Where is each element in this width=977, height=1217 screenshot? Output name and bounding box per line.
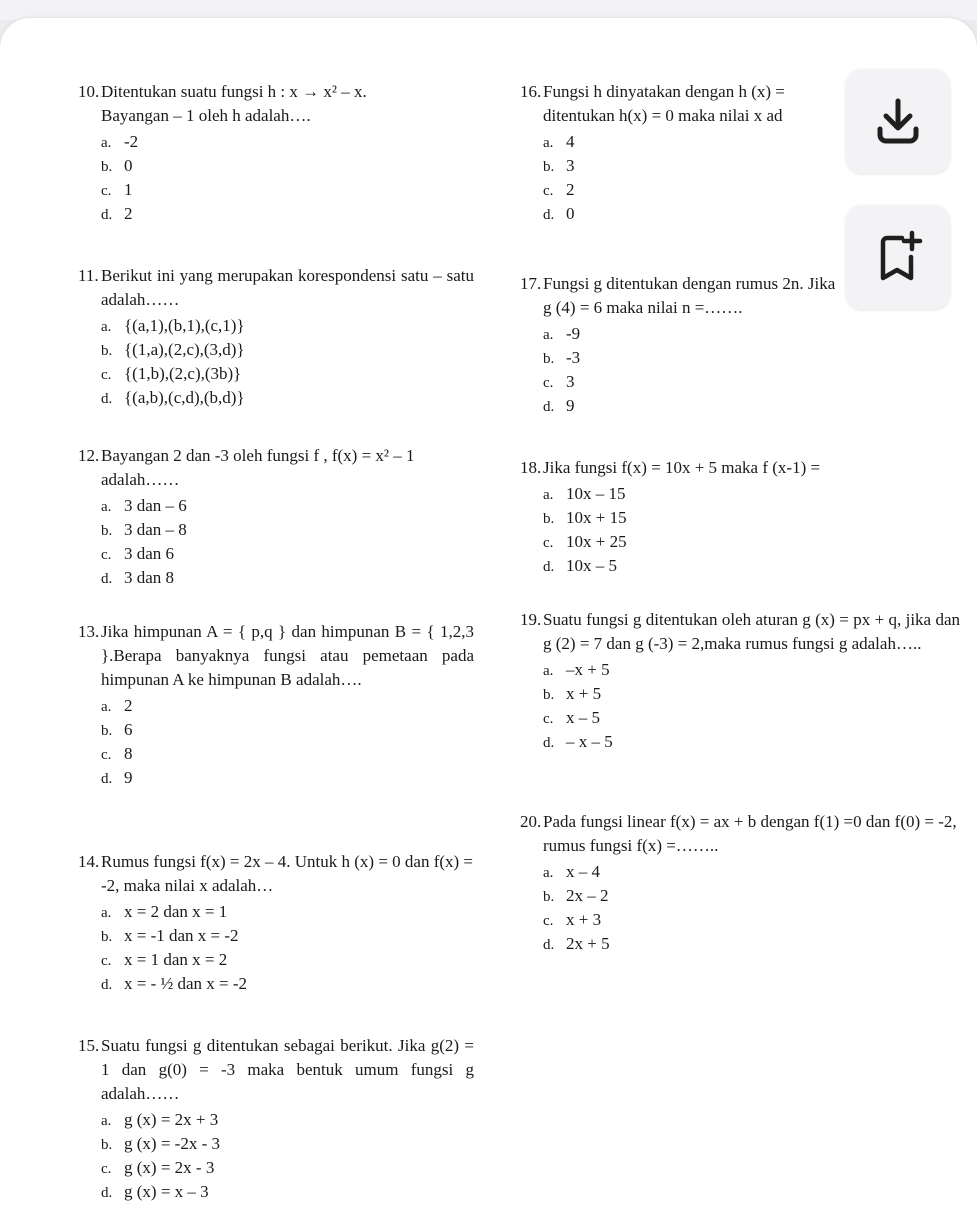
option-text: 3 xyxy=(566,372,575,391)
option xyxy=(101,154,474,178)
option-letter: b. xyxy=(543,159,555,175)
option-text: 3 dan 6 xyxy=(124,544,175,563)
option xyxy=(543,908,960,932)
option-letter: b. xyxy=(101,1137,113,1153)
option-list xyxy=(101,1108,474,1204)
option-text: x + 3 xyxy=(566,910,602,929)
option-text: 8 xyxy=(124,744,133,763)
download-icon xyxy=(872,95,924,147)
option xyxy=(101,566,474,590)
question-stem xyxy=(78,444,474,492)
option-text: x – 5 xyxy=(566,708,600,727)
option-text: 2x + 5 xyxy=(566,934,610,953)
option-letter: c. xyxy=(101,367,112,383)
option-text: -3 xyxy=(566,348,581,367)
option-text: x = 1 dan x = 2 xyxy=(124,950,228,969)
option xyxy=(101,972,474,996)
question-number: 16. xyxy=(520,82,542,101)
question-number: 19. xyxy=(520,610,542,629)
option xyxy=(101,1132,474,1156)
option xyxy=(101,694,474,718)
option-text: {(a,b),(c,d),(b,d)} xyxy=(124,388,245,407)
option-letter: a. xyxy=(543,135,554,151)
option xyxy=(101,362,474,386)
option-text: 0 xyxy=(124,156,133,175)
download-button[interactable] xyxy=(846,69,950,173)
option-list xyxy=(543,322,960,418)
question-number: 10. xyxy=(78,82,100,101)
option xyxy=(543,530,960,554)
option-text: 10x – 15 xyxy=(566,484,626,503)
option xyxy=(101,900,474,924)
question-19 xyxy=(520,608,960,754)
option-text: – x – 5 xyxy=(566,732,613,751)
option-text: 3 xyxy=(566,156,575,175)
option xyxy=(101,542,474,566)
option xyxy=(101,518,474,542)
option-letter: a. xyxy=(101,319,112,335)
option-text: x = - ½ dan x = -2 xyxy=(124,974,248,993)
option xyxy=(101,314,474,338)
option-letter: c. xyxy=(543,913,554,929)
option xyxy=(101,1108,474,1132)
question-text: Suatu fungsi g ditentukan sebagai berikut. Jika g(2) = 1 dan g(0) = -3 maka bentuk umum fungsi g adalah…… xyxy=(101,1036,474,1103)
question-text: Fungsi h dinyatakan dengan h (x) = ditentukan h(x) = 0 maka nilai x ad xyxy=(543,82,785,125)
option-letter: b. xyxy=(543,889,555,905)
question-number: 14. xyxy=(78,852,100,871)
option-letter: a. xyxy=(101,699,112,715)
question-number: 15. xyxy=(78,1036,100,1055)
option-list xyxy=(101,314,474,410)
option-letter: d. xyxy=(543,207,555,223)
question-stem xyxy=(78,264,474,312)
option-letter: d. xyxy=(543,399,555,415)
option-letter: a. xyxy=(543,327,554,343)
option xyxy=(101,766,474,790)
option xyxy=(543,394,960,418)
option-text: 2 xyxy=(124,204,133,223)
option-text: 0 xyxy=(566,204,575,223)
question-text: Fungsi g ditentukan dengan rumus 2n. Jika g (4) = 6 maka nilai n =……. xyxy=(543,274,836,317)
option xyxy=(543,860,960,884)
option xyxy=(101,948,474,972)
question-text: Bayangan 2 dan -3 oleh fungsi f , f(x) = x² – 1 adalah…… xyxy=(101,446,415,489)
question-number: 11. xyxy=(78,266,99,285)
option-list xyxy=(101,494,474,590)
question-stem xyxy=(520,608,960,656)
option-letter: b. xyxy=(101,929,113,945)
question-stem xyxy=(78,850,474,898)
question-text: Pada fungsi linear f(x) = ax + b dengan f(1) =0 dan f(0) = -2, rumus fungsi f(x) =…….. xyxy=(543,812,957,855)
option-letter: d. xyxy=(543,559,555,575)
option-letter: c. xyxy=(543,711,554,727)
question-10 xyxy=(78,80,474,226)
option-letter: b. xyxy=(101,343,113,359)
option-text: 2 xyxy=(566,180,575,199)
option-text: 10x – 5 xyxy=(566,556,617,575)
option-letter: b. xyxy=(543,687,555,703)
option xyxy=(101,494,474,518)
option-letter: c. xyxy=(543,535,554,551)
question-text: Jika fungsi f(x) = 10x + 5 maka f (x-1) = xyxy=(543,458,821,477)
option xyxy=(101,338,474,362)
option-text: g (x) = x – 3 xyxy=(124,1182,209,1201)
option-letter: b. xyxy=(543,351,555,367)
question-stem xyxy=(78,620,474,692)
question-text: Ditentukan suatu fungsi h : x → x² – x. Bayangan – 1 oleh h adalah…. xyxy=(101,82,367,125)
option xyxy=(543,554,960,578)
option-text: 1 xyxy=(124,180,133,199)
option xyxy=(101,130,474,154)
option-text: 2x – 2 xyxy=(566,886,609,905)
question-text: Rumus fungsi f(x) = 2x – 4. Untuk h (x) = 0 dan f(x) = -2, maka nilai x adalah… xyxy=(101,852,474,895)
question-stem xyxy=(78,1034,474,1106)
option-letter: c. xyxy=(101,183,112,199)
question-stem xyxy=(78,80,474,128)
option-text: x + 5 xyxy=(566,684,602,703)
option-list xyxy=(543,658,960,754)
option-letter: a. xyxy=(101,499,112,515)
option xyxy=(101,924,474,948)
option xyxy=(543,482,960,506)
question-11 xyxy=(78,264,474,410)
option-text: {(1,b),(2,c),(3b)} xyxy=(124,364,242,383)
option xyxy=(543,682,960,706)
option-text: x = 2 dan x = 1 xyxy=(124,902,228,921)
option-letter: a. xyxy=(543,865,554,881)
question-number: 18. xyxy=(520,458,542,477)
option xyxy=(101,1156,474,1180)
option-letter: a. xyxy=(543,663,554,679)
question-14 xyxy=(78,850,474,996)
question-text: Berikut ini yang merupakan korespondensi satu – satu adalah…… xyxy=(101,266,474,309)
option-text: g (x) = 2x - 3 xyxy=(124,1158,215,1177)
question-text: Suatu fungsi g ditentukan oleh aturan g (x) = px + q, jika dan g (2) = 7 dan g (-3) = 2,maka rumus fungsi g adalah….. xyxy=(543,610,960,653)
option-list xyxy=(101,694,474,790)
option-text: 10x + 15 xyxy=(566,508,627,527)
save-bookmark-button[interactable] xyxy=(846,205,950,309)
option-text: 9 xyxy=(124,768,133,787)
bookmark-add-icon xyxy=(872,229,924,285)
question-number: 17. xyxy=(520,274,542,293)
option-text: g (x) = 2x + 3 xyxy=(124,1110,219,1129)
question-15 xyxy=(78,1034,474,1204)
option-letter: a. xyxy=(101,905,112,921)
option-text: 2 xyxy=(124,696,133,715)
option-letter: b. xyxy=(543,511,555,527)
option-letter: c. xyxy=(101,953,112,969)
question-13 xyxy=(78,620,474,790)
option-list xyxy=(543,860,960,956)
option-letter: d. xyxy=(101,977,113,993)
question-number: 12. xyxy=(78,446,100,465)
option-text: 9 xyxy=(566,396,575,415)
option-letter: d. xyxy=(543,937,555,953)
option-text: 3 dan 8 xyxy=(124,568,175,587)
question-number: 20. xyxy=(520,812,542,831)
top-strip xyxy=(0,0,977,20)
question-number: 13. xyxy=(78,622,100,641)
option-text: -9 xyxy=(566,324,581,343)
option-letter: a. xyxy=(101,135,112,151)
option-letter: c. xyxy=(101,1161,112,1177)
option-letter: b. xyxy=(101,723,113,739)
option xyxy=(101,178,474,202)
option-letter: d. xyxy=(101,391,113,407)
option-text: 10x + 25 xyxy=(566,532,627,551)
option-letter: a. xyxy=(101,1113,112,1129)
option-list xyxy=(101,130,474,226)
image-viewer-card xyxy=(0,18,977,1217)
option xyxy=(543,346,960,370)
question-stem xyxy=(520,810,960,858)
option-letter: d. xyxy=(101,571,113,587)
option-letter: d. xyxy=(543,735,555,751)
option-text: {(a,1),(b,1),(c,1)} xyxy=(124,316,245,335)
option xyxy=(543,730,960,754)
question-18 xyxy=(520,456,960,578)
option-text: g (x) = -2x - 3 xyxy=(124,1134,220,1153)
option-list xyxy=(101,900,474,996)
option xyxy=(101,1180,474,1204)
option-text: 3 dan – 6 xyxy=(124,496,187,515)
option xyxy=(543,932,960,956)
question-stem xyxy=(520,456,960,480)
option-letter: d. xyxy=(101,771,113,787)
question-12 xyxy=(78,444,474,590)
option-letter: a. xyxy=(543,487,554,503)
option-letter: c. xyxy=(101,747,112,763)
option-text: 6 xyxy=(124,720,133,739)
option xyxy=(101,742,474,766)
question-text: Jika himpunan A = { p,q } dan himpunan B = { 1,2,3 }.Berapa banyaknya fungsi atau pemetaan pada himpunan A ke himpunan B adalah…. xyxy=(101,622,474,689)
option xyxy=(543,658,960,682)
option xyxy=(543,506,960,530)
option-letter: b. xyxy=(101,523,113,539)
option-list xyxy=(543,482,960,578)
option-letter: c. xyxy=(101,547,112,563)
option xyxy=(101,386,474,410)
question-20 xyxy=(520,810,960,956)
option xyxy=(543,178,960,202)
option-letter: c. xyxy=(543,183,554,199)
option-text: -2 xyxy=(124,132,139,151)
option xyxy=(543,322,960,346)
option xyxy=(101,202,474,226)
option xyxy=(543,370,960,394)
option-text: x = -1 dan x = -2 xyxy=(124,926,239,945)
option xyxy=(101,718,474,742)
option-text: {(1,a),(2,c),(3,d)} xyxy=(124,340,245,359)
option-text: 3 dan – 8 xyxy=(124,520,187,539)
option-text: 4 xyxy=(566,132,575,151)
option-letter: b. xyxy=(101,159,113,175)
option-letter: d. xyxy=(101,207,113,223)
option xyxy=(543,884,960,908)
option-text: x – 4 xyxy=(566,862,600,881)
option-text: –x + 5 xyxy=(566,660,610,679)
option xyxy=(543,706,960,730)
option-letter: d. xyxy=(101,1185,113,1201)
option-letter: c. xyxy=(543,375,554,391)
